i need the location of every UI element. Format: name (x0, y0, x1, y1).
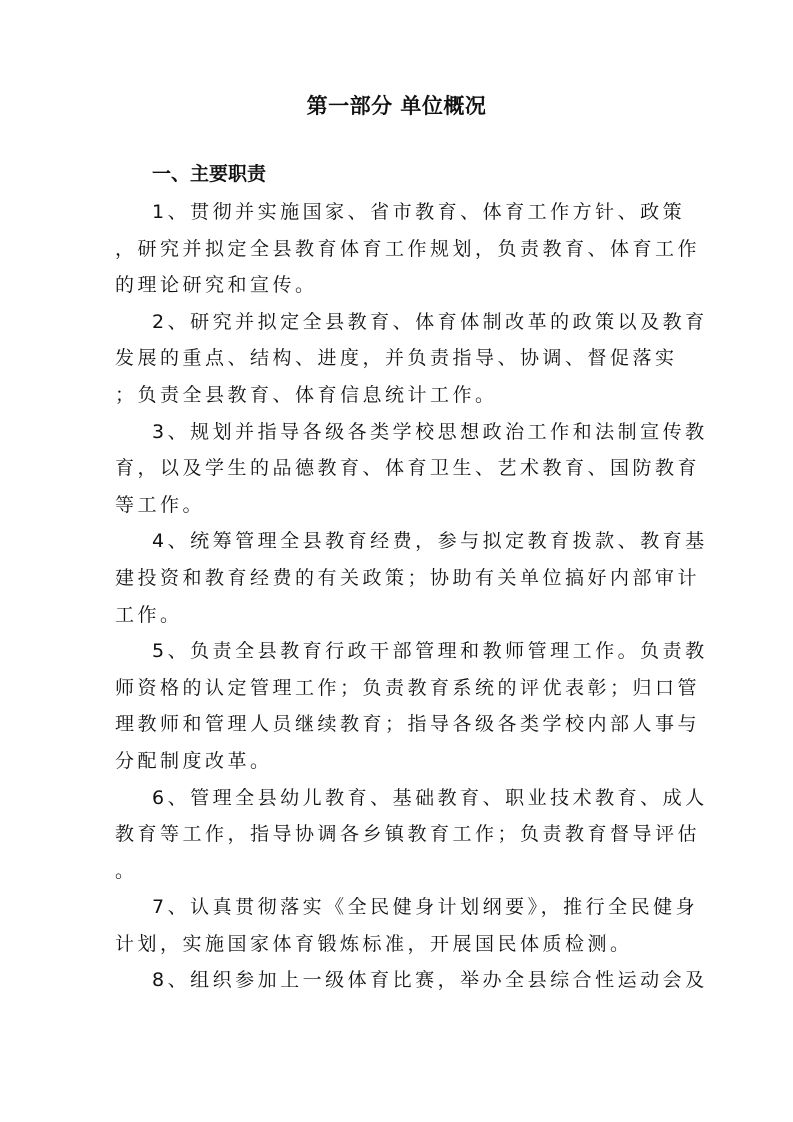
paragraph-line: 教育等工作，指导协调各乡镇教育工作；负责教育督导评估 (115, 823, 701, 846)
paragraph-1 (115, 194, 701, 304)
paragraph-3 (115, 414, 708, 524)
paragraph-line: ，研究并拟定全县教育体育工作规划，负责教育、体育工作 (115, 237, 701, 260)
page-title: 第一部分 单位概况 (306, 94, 487, 118)
paragraph-line: 5、负责全县教育行政干部管理和教师管理工作。负责教 (152, 640, 708, 663)
paragraph-line: 师资格的认定管理工作；负责教育系统的评优表彰；归口管 (115, 676, 701, 699)
paragraph-line: ；负责全县教育、体育信息统计工作。 (115, 383, 498, 406)
paragraph-line: 的理论研究和宣传。 (115, 274, 318, 297)
paragraph-line: 建投资和教育经费的有关政策；协助有关单位搞好内部审计 (115, 566, 701, 589)
paragraph-line: 理教师和管理人员继续教育；指导各级各类学校内部人事与 (115, 713, 701, 736)
paragraph-line: 3、规划并指导各级各类学校思想政治工作和法制宣传教 (152, 420, 708, 443)
paragraph-2 (115, 304, 708, 414)
paragraph-line: 6、管理全县幼儿教育、基础教育、职业技术教育、成人 (152, 786, 708, 809)
paragraph-line: 等工作。 (115, 493, 206, 516)
paragraph-line: 工作。 (115, 603, 183, 626)
paragraph-7 (115, 889, 699, 962)
paragraph-line: 计划，实施国家体育锻炼标准，开展国民体质检测。 (115, 932, 633, 955)
paragraph-line: 分配制度改革。 (115, 749, 273, 772)
paragraph-line: 4、统筹管理全县教育经费，参与拟定教育拨款、教育基 (152, 530, 708, 553)
paragraph-line: 育，以及学生的品德教育、体育卫生、艺术教育、国防教育 (115, 457, 701, 480)
paragraph-6 (115, 780, 708, 890)
paragraph-5 (115, 633, 708, 779)
paragraph-line: 1、贯彻并实施国家、省市教育、体育工作方针、政策 (152, 201, 686, 223)
paragraph-8 (115, 962, 708, 999)
section-heading: 一、主要职责 (152, 163, 267, 185)
paragraph-line: 发展的重点、结构、进度，并负责指导、协调、督促落实 (115, 347, 678, 370)
paragraph-4 (115, 523, 708, 633)
document-body (115, 194, 708, 999)
paragraph-line: 2、研究并拟定全县教育、体育体制改革的政策以及教育 (152, 310, 708, 333)
paragraph-line: 8、组织参加上一级体育比赛，举办全县综合性运动会及 (152, 969, 708, 992)
paragraph-line: 。 (115, 859, 138, 882)
paragraph-line: 7、认真贯彻落实《全民健身计划纲要》，推行全民健身 (152, 896, 699, 919)
